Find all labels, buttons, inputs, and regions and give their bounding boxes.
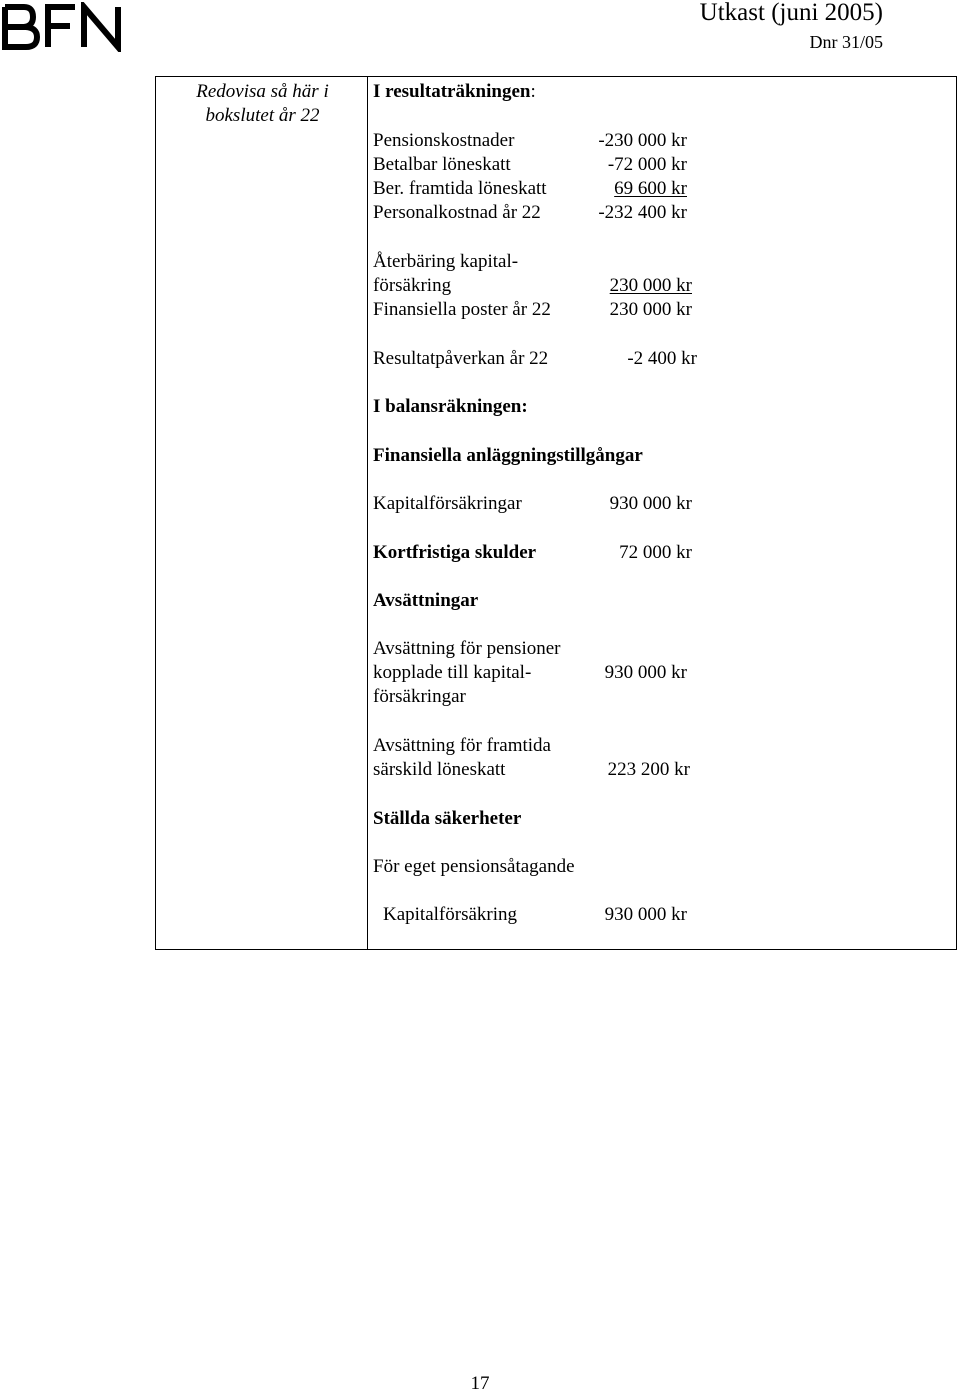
left-column-note: Redovisa så här i bokslutet år 22 [196,81,329,126]
kapitalforsakringar-value: 930 000 kr [609,493,692,514]
avsattning-pensioner-line1: Avsättning för pensioner [373,638,561,659]
row-value-pensionskostnader: -230 000 kr [598,130,687,151]
balance-sheet-heading: I balansräkningen: [373,396,528,417]
avsattning-pensioner-line3: försäkringar [373,686,466,707]
row-value-framtida-loneskatt: 69 600 kr [614,178,687,199]
column-divider [367,76,368,950]
eget-pensionsatagande-label: För eget pensionsåtagande [373,856,575,877]
kapitalforsakring-value: 930 000 kr [604,904,687,925]
avsattning-pensioner-value: 930 000 kr [604,662,687,683]
row-label-personalkostnad: Personalkostnad år 22 [373,202,541,223]
kapitalforsakringar-label: Kapitalförsäkringar [373,493,522,514]
content-table-frame [155,76,957,950]
finansiella-poster-label: Finansiella poster år 22 [373,299,551,320]
stallda-sakerheter-heading: Ställda säkerheter [373,808,522,829]
row-label-framtida-loneskatt: Ber. framtida löneskatt [373,178,547,199]
finansiella-poster-value: 230 000 kr [609,299,692,320]
income-statement-heading-colon: : [530,81,536,102]
avsattningar-heading: Avsättningar [373,590,479,611]
row-value-personalkostnad: -232 400 kr [598,202,687,223]
avsattning-framtida-line1: Avsättning för framtida [373,735,551,756]
financial-assets-heading: Finansiella anläggningstillgångar [373,445,643,466]
avsattning-framtida-value: 223 200 kr [607,759,690,780]
document-reference-number: Dnr 31/05 [809,32,883,52]
resultatpaverkan-label: Resultatpåverkan år 22 [373,348,549,369]
aterbaring-label-line2: försäkring [373,275,452,296]
row-value-betalbar-loneskatt: -72 000 kr [607,154,687,175]
avsattning-framtida-line2: särskild löneskatt [373,759,506,780]
row-label-pensionskostnader: Pensionskostnader [373,130,515,151]
avsattning-pensioner-line2: kopplade till kapital- [373,662,532,683]
row-label-betalbar-loneskatt: Betalbar löneskatt [373,154,511,175]
bfn-logo [0,2,130,52]
document-status-title: Utkast (juni 2005) [699,0,883,26]
income-statement-heading-text: I resultaträkningen [373,81,531,102]
kortfristiga-skulder-label: Kortfristiga skulder [373,542,537,563]
income-statement-heading [373,80,536,104]
aterbaring-value: 230 000 kr [609,275,692,296]
kapitalforsakring-label: Kapitalförsäkring [383,904,518,925]
kortfristiga-skulder-value: 72 000 kr [619,542,692,563]
page-number: 17 [470,1373,490,1394]
resultatpaverkan-value: -2 400 kr [627,348,697,369]
aterbaring-label-line1: Återbäring kapital- [373,251,519,272]
